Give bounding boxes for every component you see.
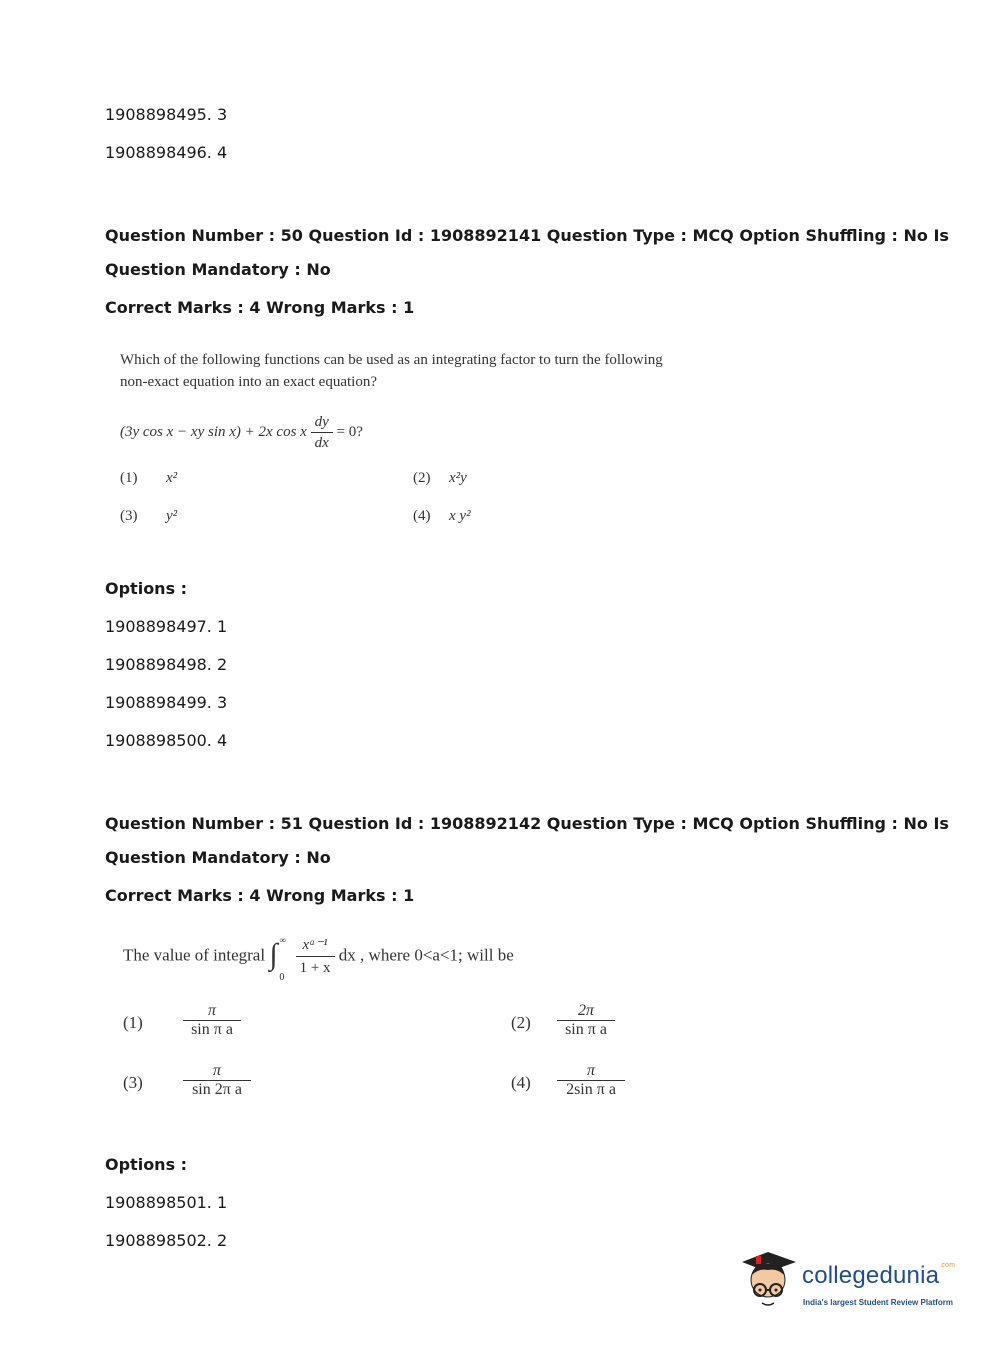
question-text: non-exact equation into an exact equation?	[120, 374, 377, 390]
question-mandatory: Question Mandatory : No	[105, 260, 331, 279]
mascot-icon	[738, 1248, 800, 1318]
choice-number: (4)	[413, 508, 431, 524]
choice-number: (2)	[511, 1013, 531, 1032]
equation-left: (3y cos x − xy sin x) + 2x cos x	[120, 423, 307, 440]
fraction-denominator: sin 2π a	[192, 1081, 242, 1098]
integrand-fraction	[296, 934, 335, 979]
option-line: 1908898495. 3	[105, 105, 228, 124]
fraction-numerator: π	[557, 1062, 625, 1081]
choice-expression: y²	[166, 508, 178, 524]
choice-number: (3)	[123, 1073, 143, 1092]
fraction-denominator: sin π a	[191, 1021, 233, 1038]
choice-number: (3)	[120, 508, 138, 524]
integral-sign: ∫ ∞ 0	[269, 935, 291, 979]
integral-lower: 0	[279, 971, 285, 983]
choice-number: (1)	[120, 470, 138, 486]
choice-number: (2)	[413, 470, 431, 486]
fraction-denominator: 2sin π a	[566, 1081, 616, 1098]
choice-fraction	[557, 1062, 625, 1099]
choice-number: (1)	[123, 1013, 143, 1032]
choice-expression: x²	[166, 470, 178, 486]
logo-suffix: .com	[939, 1262, 956, 1269]
choice-number: (4)	[511, 1073, 531, 1092]
fraction-denominator: dx	[314, 435, 329, 451]
fraction-numerator: π	[183, 1002, 241, 1021]
logo-wordmark	[802, 1262, 955, 1290]
question-mandatory: Question Mandatory : No	[105, 848, 331, 867]
options-label: Options :	[105, 579, 188, 598]
question-text-suffix: dx , where 0<a<1; will be	[338, 945, 514, 965]
integrand-numerator: xᵃ⁻¹	[296, 934, 335, 957]
question-header: Question Number : 50 Question Id : 1908892141 Question Type : MCQ Option Shuffling : No Is	[105, 226, 949, 245]
option-line: 1908898501. 1	[105, 1193, 228, 1212]
question-marks: Correct Marks : 4 Wrong Marks : 1	[105, 886, 415, 905]
question-header: Question Number : 51 Question Id : 1908892142 Question Type : MCQ Option Shuffling : No Is	[105, 814, 949, 833]
collegedunia-logo	[738, 1248, 978, 1320]
options-label: Options :	[105, 1155, 188, 1174]
question-text: Which of the following functions can be used as an integrating factor to turn the following	[120, 352, 663, 368]
option-line: 1908898496. 4	[105, 143, 228, 162]
question-equation	[120, 412, 363, 453]
integrand-denominator: 1 + x	[299, 960, 331, 976]
logo-tagline: India's largest Student Review Platform	[803, 1298, 953, 1307]
equation-fraction	[311, 412, 333, 453]
question-marks: Correct Marks : 4 Wrong Marks : 1	[105, 298, 415, 317]
logo-name: collegedunia	[802, 1262, 940, 1289]
choice-fraction	[557, 1002, 615, 1039]
option-line: 1908898500. 4	[105, 731, 228, 750]
fraction-numerator: 2π	[557, 1002, 615, 1021]
fraction-denominator: sin π a	[565, 1021, 607, 1038]
option-line: 1908898502. 2	[105, 1231, 228, 1250]
choice-fraction	[183, 1002, 241, 1039]
choice-expression: x²y	[449, 470, 467, 486]
question-text-prefix: The value of integral	[123, 945, 266, 965]
option-line: 1908898497. 1	[105, 617, 228, 636]
question-text	[123, 934, 514, 983]
option-line: 1908898498. 2	[105, 655, 228, 674]
option-line: 1908898499. 3	[105, 693, 228, 712]
integral-upper: ∞	[279, 934, 286, 945]
equation-right: = 0?	[336, 423, 363, 440]
fraction-numerator: π	[183, 1062, 251, 1081]
choice-fraction	[183, 1062, 251, 1099]
choice-expression: x y²	[449, 508, 471, 524]
fraction-numerator: dy	[311, 412, 333, 433]
